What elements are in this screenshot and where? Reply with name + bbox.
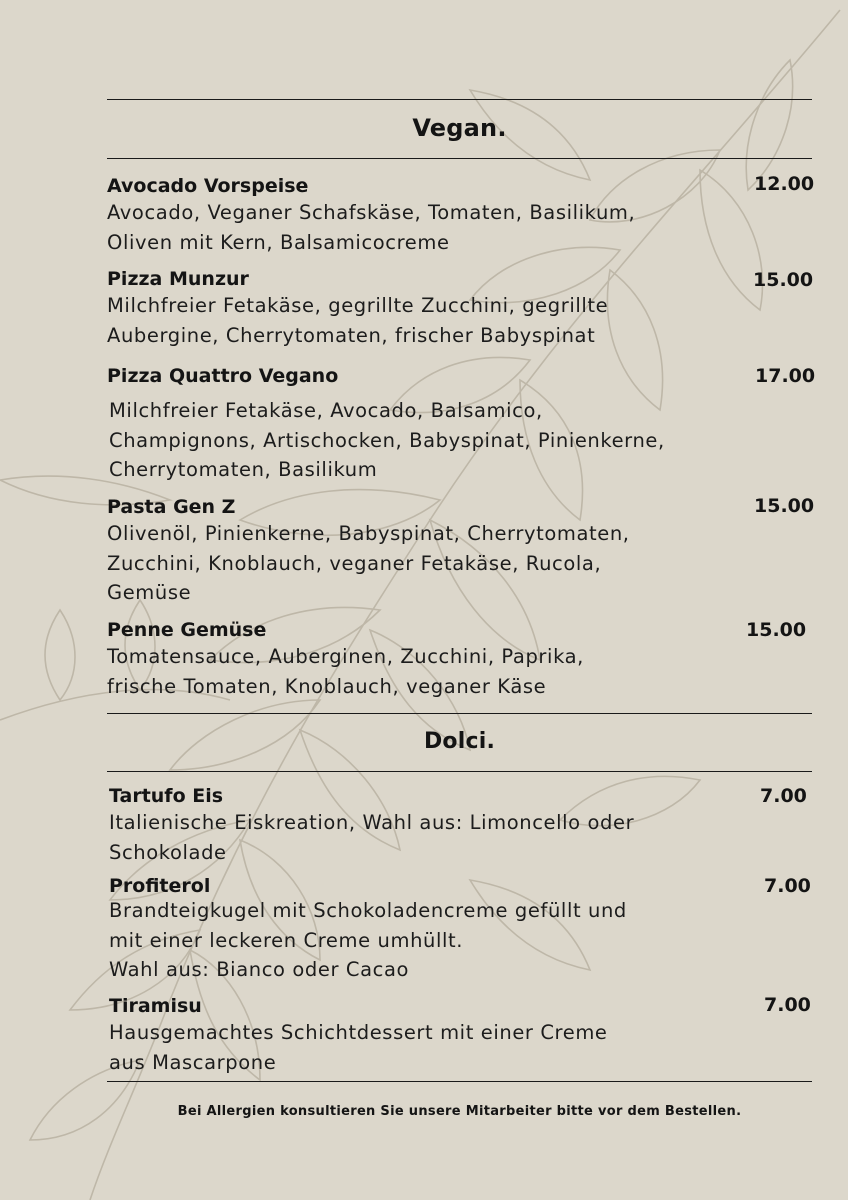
menu-item (109, 784, 814, 867)
item-description-line: Oliven mit Kern, Balsamicocreme (107, 230, 450, 254)
menu-item (107, 618, 812, 701)
item-name: Penne Gemüse (107, 619, 267, 641)
menu-item (107, 267, 812, 350)
item-name: Profiterol (109, 875, 211, 897)
item-description-line: Milchfreier Fetakäse, gegrillte Zucchini, gegrillte (107, 294, 609, 317)
item-description-line: Gemüse (107, 581, 192, 604)
item-description-line: aus Mascarpone (109, 1050, 277, 1074)
menu-item (109, 994, 814, 1077)
item-name: Pizza Quattro Vegano (107, 365, 339, 387)
item-price: 7.00 (764, 994, 811, 1016)
item-description-line: Milchfreier Fetakäse, Avocado, Balsamico, (109, 399, 543, 422)
item-description (107, 291, 812, 350)
allergy-notice: Bei Allergien konsultieren Sie unsere Mitarbeiter bitte vor dem Bestellen. (177, 1104, 742, 1119)
item-name: Pizza Munzur (107, 268, 249, 290)
item-name: Tiramisu (109, 995, 202, 1017)
menu-item (107, 364, 812, 485)
item-description (109, 808, 814, 867)
item-description-line: Cherrytomaten, Basilikum (109, 458, 378, 481)
item-description-line: Champignons, Artischocken, Babyspinat, Pinienkerne, (109, 428, 665, 452)
menu-item (107, 173, 815, 257)
item-description (109, 1018, 814, 1077)
item-description-line: Italienische Eiskreation, Wahl aus: Limoncello oder (109, 811, 635, 834)
section-title-dolci: Dolci. (423, 729, 496, 754)
item-description-line: frische Tomaten, Knoblauch, veganer Käse (107, 674, 547, 698)
item-description-line: mit einer leckeren Creme umhüllt. (109, 928, 464, 952)
item-description-line: Wahl aus: Bianco oder Cacao (109, 958, 410, 981)
item-name: Avocado Vorspeise (107, 175, 309, 197)
section-title-vegan: Vegan. (412, 114, 507, 142)
item-description (107, 519, 812, 608)
item-price: 7.00 (760, 785, 807, 807)
item-description-line: Brandteigkugel mit Schokoladencreme gefüllt und (109, 899, 627, 922)
divider-line (107, 99, 812, 100)
item-description-line: Aubergine, Cherrytomaten, frischer Babyspinat (107, 323, 596, 347)
item-price: 15.00 (746, 619, 807, 641)
divider-line (107, 158, 812, 159)
item-description-line: Avocado, Veganer Schafskäse, Tomaten, Basilikum, (107, 201, 636, 224)
item-description-line: Zucchini, Knoblauch, veganer Fetakäse, Rucola, (107, 551, 602, 575)
item-price: 12.00 (754, 173, 815, 195)
item-price: 15.00 (753, 269, 814, 291)
divider-line (107, 713, 812, 714)
menu-item (109, 876, 814, 985)
item-description (107, 642, 812, 701)
item-price: 15.00 (754, 495, 815, 517)
item-name: Tartufo Eis (109, 785, 224, 807)
item-description (107, 396, 812, 485)
divider-line (107, 771, 812, 772)
item-description (107, 198, 812, 257)
divider-line (107, 1081, 812, 1082)
item-price: 17.00 (755, 365, 816, 387)
item-description-line: Schokolade (109, 840, 227, 864)
item-name: Pasta Gen Z (107, 496, 236, 518)
item-description-line: Hausgemachtes Schichtdessert mit einer Creme (109, 1021, 608, 1044)
item-price: 7.00 (764, 875, 811, 897)
item-description (109, 896, 814, 985)
menu-item (107, 495, 815, 608)
item-description-line: Olivenöl, Pinienkerne, Babyspinat, Cherrytomaten, (107, 522, 630, 545)
item-description-line: Tomatensauce, Auberginen, Zucchini, Paprika, (107, 645, 584, 668)
